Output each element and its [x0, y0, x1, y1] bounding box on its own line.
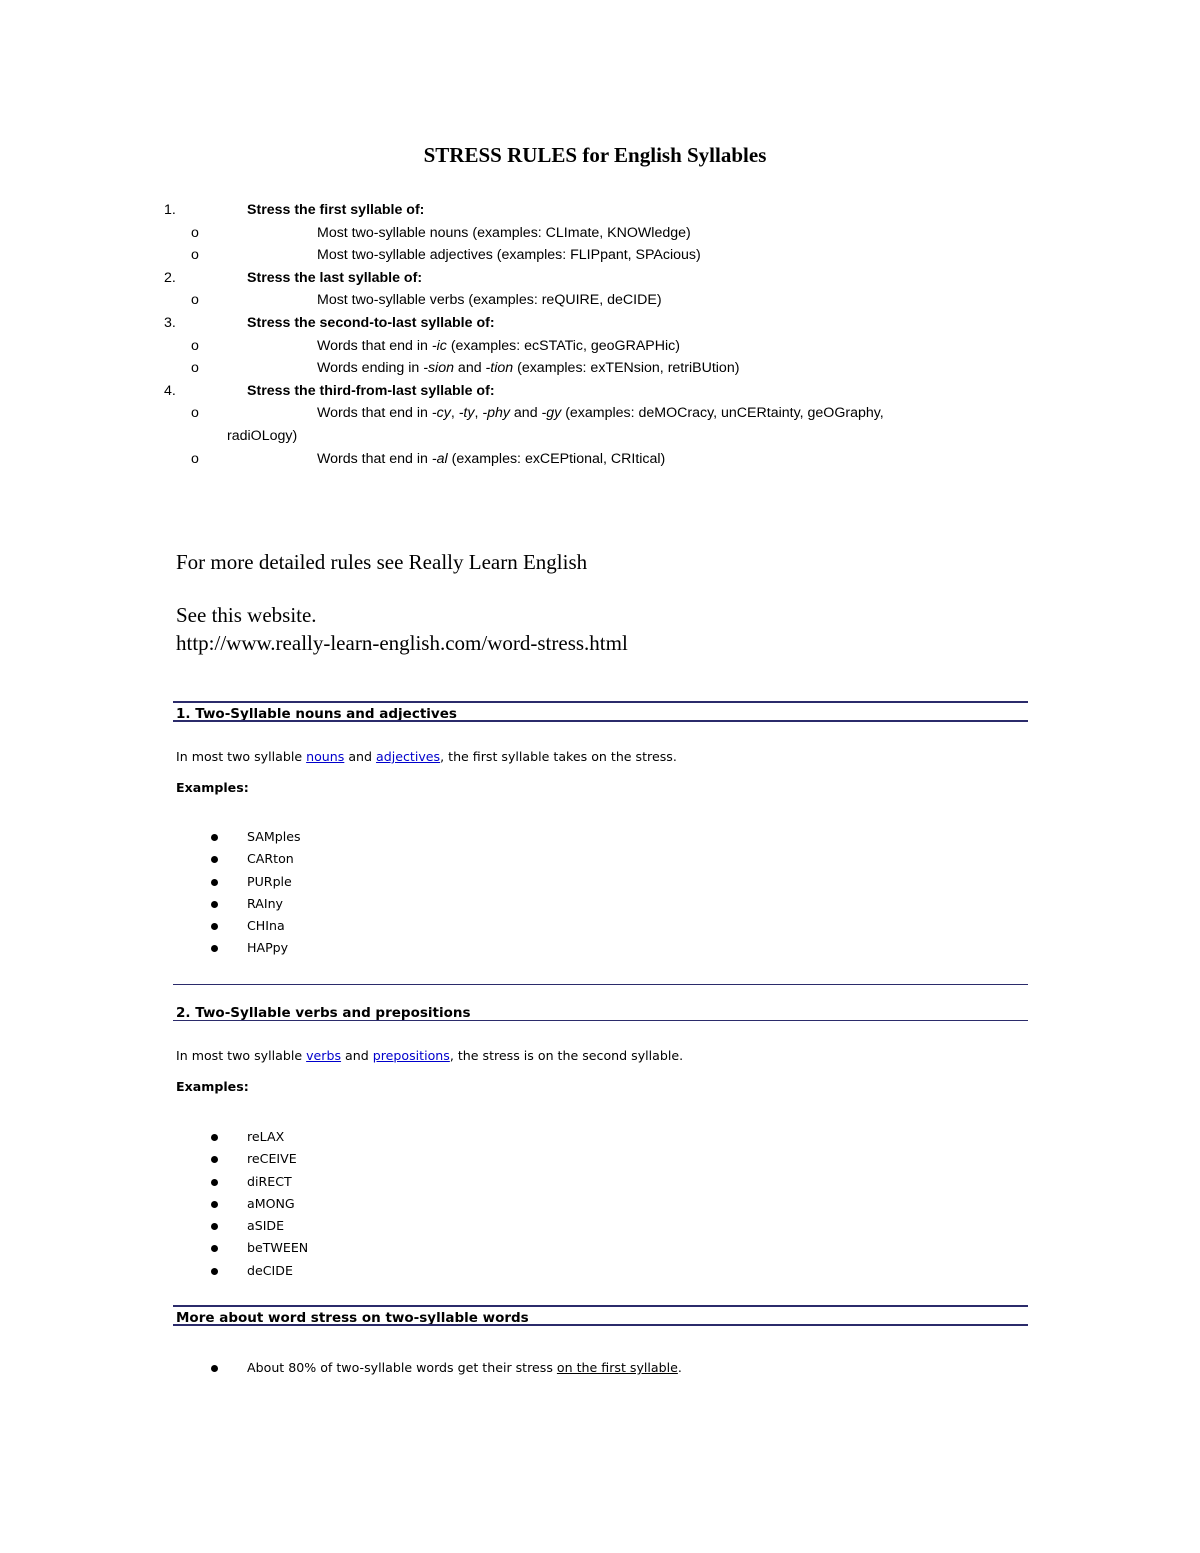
section2-top-rule — [173, 984, 1028, 985]
rule-item-text-part: Most two-syllable adjectives (examples: FLIPpant, SPAcious) — [317, 247, 701, 264]
rule-item-text — [317, 335, 680, 358]
bullet-text-underlined: on the first syllable — [556, 1360, 678, 1375]
rule-number: 1. — [164, 202, 176, 218]
sub-bullet-marker: o — [191, 247, 199, 264]
sub-bullet-marker: o — [191, 360, 199, 377]
rule-item-text — [317, 402, 884, 425]
example-word: aMONG — [247, 1195, 295, 1211]
rule-item-text — [317, 244, 701, 267]
rule-heading-row — [0, 312, 1200, 335]
rule-item-row — [0, 402, 1200, 425]
rule-item-row — [0, 222, 1200, 245]
page-title: STRESS RULES for English Syllables — [423, 143, 767, 167]
rule-heading: Stress the last syllable of: — [247, 269, 423, 286]
suffix-text: -gy — [541, 405, 562, 422]
rule-item-text — [317, 448, 665, 471]
example-word: diRECT — [247, 1173, 292, 1189]
rule-item-text-part: , — [474, 405, 483, 422]
rule-heading-row — [0, 199, 1200, 222]
rule-item-text-part: Words that end in — [317, 405, 432, 422]
rule-heading: Stress the third-from-last syllable of: — [247, 382, 495, 399]
example-word: CHIna — [247, 918, 285, 934]
bullet-icon — [211, 901, 218, 908]
rule-item-text-part: Most two-syllable nouns (examples: CLImate, KNOWledge) — [317, 224, 691, 241]
bullet-icon — [211, 1223, 218, 1230]
rule-item-text-part: and — [509, 405, 542, 422]
sub-bullet-marker: o — [191, 450, 199, 467]
section1-intro — [176, 748, 677, 766]
bullet-text-end: . — [677, 1360, 682, 1375]
rule-heading: Stress the second-to-last syllable of: — [247, 314, 495, 331]
rule-heading-row — [0, 267, 1200, 290]
section2-intro-and: and — [341, 1048, 373, 1063]
rule-item-text-part: (examples: exTENsion, retriBUtion) — [513, 360, 740, 377]
bullet-icon — [211, 1156, 218, 1163]
section1-examples-label: Examples: — [176, 780, 249, 795]
section1-bottom-rule — [173, 720, 1028, 722]
stress-rules-list — [0, 199, 1200, 470]
more-rules-text: For more detailed rules see Really Learn English — [176, 550, 588, 574]
suffix-text: -tion — [485, 360, 514, 377]
example-word: RAIny — [247, 895, 284, 911]
section2-intro-text: In most two syllable — [176, 1048, 307, 1063]
example-word: HAPpy — [247, 940, 289, 956]
section3-heading: More about word stress on two-syllable words — [176, 1310, 529, 1326]
bullet-icon — [211, 923, 218, 930]
see-website-text: See this website. — [176, 603, 317, 627]
example-word: reCEIVE — [247, 1151, 297, 1167]
rule-item-text-part: Words ending in — [317, 360, 424, 377]
example-word: CARton — [247, 851, 294, 867]
sub-bullet-marker: o — [191, 405, 199, 422]
prepositions-link[interactable]: prepositions — [372, 1048, 450, 1063]
rule-item-text-part: , — [450, 405, 459, 422]
rule-number: 3. — [164, 314, 176, 331]
bullet-icon — [211, 856, 218, 863]
rule-item-text — [317, 357, 739, 380]
example-word: PURple — [247, 873, 292, 889]
section2-intro-end: , the stress is on the second syllable. — [449, 1048, 684, 1063]
section2-heading: 2. Two-Syllable verbs and prepositions — [176, 1005, 471, 1021]
website-url[interactable]: http://www.really-learn-english.com/word-stress.html — [176, 631, 628, 655]
rule-heading-row — [0, 380, 1200, 403]
example-word: aSIDE — [247, 1218, 285, 1234]
section1-intro-and: and — [344, 749, 377, 764]
suffix-text: -ic — [431, 337, 447, 354]
suffix-text: -ty — [458, 405, 475, 422]
section1-top-rule — [173, 701, 1028, 703]
rule-item-text-part: (examples: ecSTATic, geoGRAPHic) — [446, 337, 680, 354]
example-word: reLAX — [247, 1129, 285, 1144]
section2-examples-label: Examples: — [176, 1079, 249, 1094]
example-word: beTWEEN — [247, 1240, 309, 1256]
section1-intro-text: In most two syllable — [176, 749, 307, 764]
bullet-icon — [211, 1201, 218, 1208]
bullet-icon — [211, 1134, 218, 1141]
section3-bullet-text — [247, 1357, 682, 1379]
verbs-link[interactable]: verbs — [306, 1048, 342, 1063]
sub-bullet-marker: o — [191, 224, 199, 241]
bullet-icon — [211, 1179, 218, 1186]
rule-item-continuation-row — [0, 425, 1200, 448]
rule-item-continuation: radiOLogy) — [227, 427, 298, 444]
bullet-icon — [211, 879, 218, 886]
section2-intro — [176, 1047, 683, 1065]
suffix-text: -cy — [431, 405, 451, 422]
nouns-link[interactable]: nouns — [306, 749, 345, 764]
rule-item-text — [317, 222, 691, 245]
bullet-icon — [211, 945, 218, 952]
rule-item-row — [0, 357, 1200, 380]
rule-heading: Stress the first syllable of: — [247, 202, 425, 218]
bullet-icon — [211, 1245, 218, 1252]
bullet-icon — [211, 834, 218, 841]
bullet-icon — [211, 1365, 218, 1372]
rule-item-text-part: Words that end in — [317, 337, 432, 354]
rule-item-text-part: Most two-syllable verbs (examples: reQUIRE, deCIDE) — [317, 292, 662, 309]
section1-intro-end: , the first syllable takes on the stress. — [440, 749, 677, 764]
suffix-text: -phy — [482, 405, 510, 422]
section1-heading: 1. Two-Syllable nouns and adjectives — [176, 706, 457, 722]
section3-top-rule — [173, 1305, 1028, 1307]
rule-number: 2. — [164, 269, 176, 286]
rule-item-text-part: and — [453, 360, 486, 377]
suffix-text: -sion — [423, 360, 454, 377]
rule-item-text-part: Words that end in — [317, 450, 432, 467]
rule-item-row — [0, 335, 1200, 358]
section3-bottom-rule — [173, 1324, 1028, 1326]
rule-item-row — [0, 244, 1200, 267]
rule-number: 4. — [164, 382, 176, 399]
example-word: SAMples — [247, 829, 301, 844]
sub-bullet-marker: o — [191, 292, 199, 309]
suffix-text: -al — [431, 450, 448, 467]
rule-item-text-part: (examples: exCEPtional, CRItical) — [447, 450, 666, 467]
rule-item-text-part: (examples: deMOCracy, unCERtainty, geOGraphy, — [561, 405, 884, 422]
rule-item-row — [0, 289, 1200, 312]
bullet-text-start: About 80% of two-syllable words get their stress — [247, 1360, 557, 1375]
section2-bottom-rule — [173, 1020, 1028, 1021]
sub-bullet-marker: o — [191, 337, 199, 354]
bullet-icon — [211, 1268, 218, 1275]
example-word: deCIDE — [247, 1262, 293, 1278]
adjectives-link[interactable]: adjectives — [376, 749, 441, 764]
rule-item-row — [0, 448, 1200, 471]
rule-item-text — [317, 289, 662, 312]
